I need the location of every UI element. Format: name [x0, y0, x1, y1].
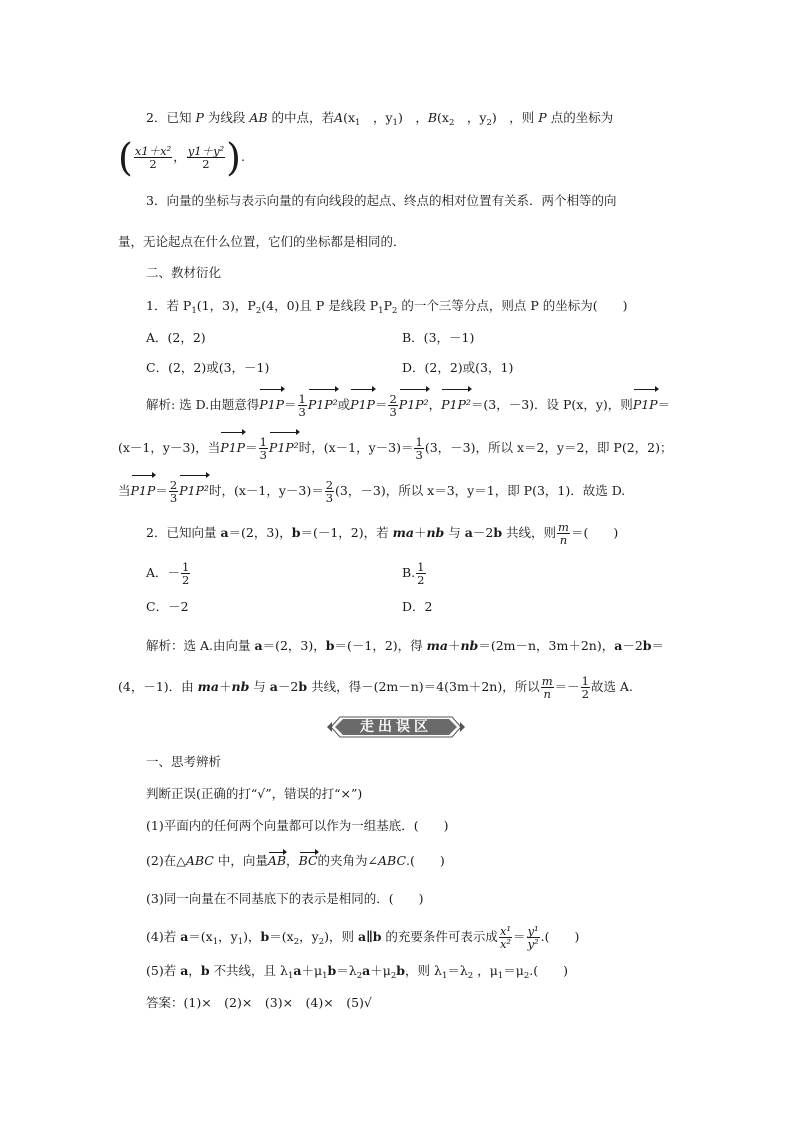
text: 与 [444, 525, 465, 540]
fraction [557, 521, 570, 546]
text: (4)若 [146, 929, 181, 944]
vector: P1P [259, 390, 284, 420]
text: 中，向量 [213, 853, 268, 868]
fraction [134, 145, 172, 170]
text: a [464, 525, 473, 540]
text: a [269, 679, 278, 694]
vector: P1P [350, 390, 375, 420]
text: ＋ [447, 638, 461, 653]
text: ＋μ [370, 963, 391, 978]
vector: P1P [131, 476, 156, 506]
text: 2．已知 [146, 110, 192, 125]
fraction [259, 436, 268, 461]
text: b [396, 963, 406, 978]
text: (4，0)且 P 是线段 P [261, 298, 379, 313]
text: ， [188, 963, 201, 978]
text: ＝(－1，2)，得 [334, 638, 427, 653]
text: (1，3)，P [196, 298, 256, 313]
numerator: y1＋y² [187, 144, 225, 158]
subscript: 2 [392, 306, 398, 316]
text: ＝ [245, 440, 258, 455]
text: 为线段 [207, 110, 246, 125]
text: nb [426, 525, 445, 540]
text: a [180, 963, 189, 978]
text: a [293, 963, 302, 978]
fraction [325, 479, 334, 504]
text: ＝λ [447, 963, 468, 978]
text: ma [426, 638, 448, 653]
text: ＝(x [188, 929, 213, 944]
vector: P1P [220, 433, 245, 463]
text: 解析：选 A.由向量 [146, 638, 255, 653]
denominator: 2 [182, 573, 190, 587]
numerator: m [541, 674, 553, 688]
text: .( ) [540, 929, 580, 944]
text: 共线，则 [502, 525, 557, 540]
denominator: 3 [298, 405, 306, 419]
text: a [254, 638, 263, 653]
question-2-stem [146, 518, 618, 548]
paren: ( [118, 135, 133, 180]
section-banner [327, 716, 465, 738]
vector: P1P² [399, 390, 429, 420]
item-2 [146, 853, 445, 869]
text: .( ) [529, 963, 569, 978]
item-4 [146, 922, 579, 957]
denominator: 2 [417, 573, 425, 587]
text: ＝ [513, 929, 526, 944]
text: ，y [372, 110, 393, 125]
q1-option-a: A．(2，2) [146, 330, 206, 345]
q1-option-d: D．(2，2)或(3，1) [402, 360, 514, 375]
judge-intro: 判断正误(正确的打“√”，错误的打“×”) [146, 786, 363, 801]
denominator: n [543, 687, 551, 701]
text: ，y [466, 110, 487, 125]
section-title: 二、教材衍化 [146, 265, 222, 280]
solution-1-line1 [146, 390, 670, 420]
vector: P1P [633, 390, 658, 420]
text: 点的坐标为 [550, 110, 614, 125]
text: 当 [118, 483, 131, 498]
subscript: 1 [212, 937, 219, 947]
item-5 [146, 963, 568, 984]
paragraph-3-line1: 3．向量的坐标与表示向量的有向线段的起点、终点的相对位置有关系．两个相等的向 [146, 193, 617, 208]
q1-option-c: C．(2，2)或(3，－1) [146, 360, 270, 375]
subscript: 2 [523, 971, 530, 981]
denominator: 2 [149, 157, 157, 171]
text: ＝ [651, 638, 665, 653]
text: A．－ [146, 565, 181, 580]
text: a [362, 963, 371, 978]
fraction [388, 393, 397, 418]
text: P [538, 110, 547, 125]
text: nb [460, 638, 479, 653]
subscript: 1 [287, 971, 294, 981]
text: ＝μ [503, 963, 524, 978]
text: 与 [249, 679, 270, 694]
numerator: 1 [415, 435, 423, 449]
text: (3，－3)，所以 x＝2，y＝2，即 P(2，2)； [424, 440, 673, 455]
text: ＝ [284, 397, 297, 412]
text: 解析: 选 D.由题意得 [146, 397, 260, 412]
text: B. [402, 565, 416, 580]
text: (3，－3)，所以 x＝3，y＝1，即 P(3，1)．故选 D. [335, 483, 626, 498]
text: b [260, 929, 270, 944]
text: ＝( ) [570, 525, 619, 540]
text: 不共线，且 λ [209, 963, 288, 978]
text: ＝(2，3)， [228, 525, 292, 540]
text: P [195, 110, 204, 125]
denominator: 3 [325, 491, 334, 505]
denominator: 2 [202, 157, 210, 171]
subscript: 1 [378, 306, 384, 316]
item-3: (3)同一向量在不同基底下的表示是相同的．( ) [146, 891, 424, 906]
subscript: 2 [293, 937, 300, 947]
denominator: 3 [259, 448, 267, 462]
text: )，则 [324, 929, 358, 944]
text: 的一个三等分点，则点 P 的坐标为( ) [397, 298, 628, 313]
banner-label: 走出误区 [360, 719, 432, 735]
text: a [180, 929, 189, 944]
text: －2 [622, 638, 643, 653]
question-1-stem [146, 298, 628, 319]
text: (5)若 [146, 963, 181, 978]
text: ＝－ [554, 679, 580, 694]
solution-1-line2 [118, 433, 673, 463]
text: B [427, 110, 438, 125]
solution-2-line2 [118, 672, 633, 702]
text: ＝ [657, 397, 671, 412]
text: b [325, 638, 335, 653]
q2-option-b [402, 558, 427, 588]
text: b [298, 679, 308, 694]
subscript: 2 [448, 118, 455, 128]
text: ABC [185, 853, 214, 868]
numerator: x¹ [499, 924, 512, 938]
text: ＋μ [301, 963, 323, 978]
text: AB [249, 110, 268, 125]
denominator: 3 [169, 491, 178, 505]
answer-line: 答案：(1)× (2)× (3)× (4)× (5)√ [146, 995, 372, 1010]
midpoint-statement: 2．已知 P 为线段 AB 的中点，若$A(x_1$ ，$y_1$) ，$B(x_2$ ，$y_2$) ，则 P 点的坐标为 [146, 110, 614, 128]
denominator: 2 [581, 687, 589, 701]
text: 的中点，若 [271, 110, 335, 125]
text: ， [286, 853, 299, 868]
text: －2 [472, 525, 494, 540]
numerator: 1 [182, 560, 190, 574]
text: ，μ [473, 963, 498, 978]
fraction [581, 675, 590, 700]
numerator: 2 [325, 478, 334, 492]
text: (x－1，y－3)，当 [118, 440, 221, 455]
text: (4，－1)．由 [118, 679, 198, 694]
subscript: 1 [322, 971, 328, 981]
text: 共线，得－(2m－n)＝4(3m＋2n)，所以 [307, 679, 540, 694]
subscript: 1 [191, 306, 197, 316]
denominator: 3 [415, 448, 423, 462]
midpoint-formula: ( $\frac{\text{x1＋x²}}{2}$ ， $\frac{\text{y1＋y²}}{2}$ ). [118, 135, 245, 180]
text: (x [343, 110, 356, 125]
subscript: 1 [441, 971, 448, 981]
vector: P1P² [179, 476, 209, 506]
numerator: x1＋x² [134, 144, 172, 158]
text: (x [437, 110, 449, 125]
denominator: n [559, 533, 568, 547]
text: ，y [299, 929, 319, 944]
numerator: 1 [259, 435, 267, 449]
q2-option-d: D．2 [402, 599, 433, 614]
text: ＝(2m－n，3m＋2n)， [478, 638, 615, 653]
fraction [416, 561, 425, 586]
fraction [541, 675, 554, 700]
text: 故选 A. [590, 679, 633, 694]
paragraph-3-line2: 量，无论起点在什么位置，它们的坐标都是相同的． [118, 234, 406, 249]
text: ＝ [155, 483, 168, 498]
numerator: 2 [389, 392, 397, 406]
numerator: y¹ [527, 924, 539, 938]
text: ＝ [374, 397, 388, 412]
text: ， [428, 397, 442, 412]
fraction [187, 145, 225, 170]
text: 或 [337, 397, 351, 412]
numerator: 1 [417, 560, 425, 574]
subscript: 2 [486, 118, 492, 128]
subscript: 2 [467, 971, 474, 981]
solution-2-line1 [146, 638, 664, 654]
text: ，则 λ [405, 963, 442, 978]
vector: BC [298, 853, 318, 868]
text: ＝(2，3)， [262, 638, 326, 653]
text: )， [243, 929, 261, 944]
text: ＋ [218, 679, 232, 694]
text: a [614, 638, 623, 653]
denominator: x² [499, 937, 512, 951]
text: ＝λ [336, 963, 357, 978]
numerator: 1 [298, 392, 306, 406]
text: 1．若 P [146, 298, 192, 313]
numerator: 2 [169, 478, 178, 492]
subscript: 1 [355, 118, 361, 128]
text: 的充要条件可表示成 [381, 929, 498, 944]
fraction [499, 925, 512, 950]
q2-option-a [146, 558, 191, 588]
item-1: (1)平面内的任何两个向量都可以作为一组基底．( ) [146, 818, 449, 833]
text: A [334, 110, 344, 125]
text: 的夹角为∠ [317, 853, 379, 868]
text: ，则 [509, 110, 535, 125]
subscript: 2 [356, 971, 363, 981]
text: ＝(3，－3)．设 P(x，y)，则 [470, 397, 633, 412]
text: －2 [277, 679, 299, 694]
q2-option-c: C．－2 [146, 599, 189, 614]
text: 2．已知向量 [146, 525, 221, 540]
text: 时，(x－1，y－3)＝ [298, 440, 414, 455]
text: b [291, 525, 301, 540]
text: b [327, 963, 337, 978]
text: 时，(x－1，y－3)＝ [208, 483, 324, 498]
text: ABC [378, 853, 407, 868]
vector: P1P² [441, 390, 471, 420]
text: ＋ [413, 525, 427, 540]
fraction [298, 393, 307, 418]
text: ，y [218, 929, 238, 944]
subscript: 1 [392, 118, 398, 128]
vector: AB [267, 853, 287, 868]
text: (2)在△ [146, 853, 186, 868]
q1-option-b: B．(3，－1) [402, 330, 475, 345]
text: b [493, 525, 503, 540]
text: a [220, 525, 229, 540]
section-title-thinking: 一、思考辨析 [146, 754, 222, 769]
fraction [169, 479, 178, 504]
vector: P1P² [269, 433, 299, 463]
subscript: 2 [318, 937, 325, 947]
vector: P1P² [308, 390, 338, 420]
paren: ) [226, 135, 241, 180]
fraction [414, 436, 423, 461]
text: a∥b [357, 929, 382, 944]
text: P [383, 298, 393, 313]
solution-1-line3 [118, 476, 625, 506]
fraction [527, 925, 540, 950]
denominator: 3 [389, 405, 397, 419]
denominator: y² [527, 937, 539, 951]
subscript: 2 [255, 306, 262, 316]
subscript: 2 [390, 971, 397, 981]
text: nb [231, 679, 250, 694]
text: ma [197, 679, 219, 694]
numerator: 1 [581, 674, 589, 688]
text: b [642, 638, 652, 653]
text: ma [392, 525, 414, 540]
text: b [200, 963, 210, 978]
text: ＝(－1，2)，若 [300, 525, 393, 540]
text: ＝(x [269, 929, 294, 944]
subscript: 1 [497, 971, 504, 981]
fraction [181, 561, 190, 586]
numerator: m [558, 520, 569, 534]
text: .( ) [406, 853, 445, 868]
subscript: 1 [237, 937, 244, 947]
